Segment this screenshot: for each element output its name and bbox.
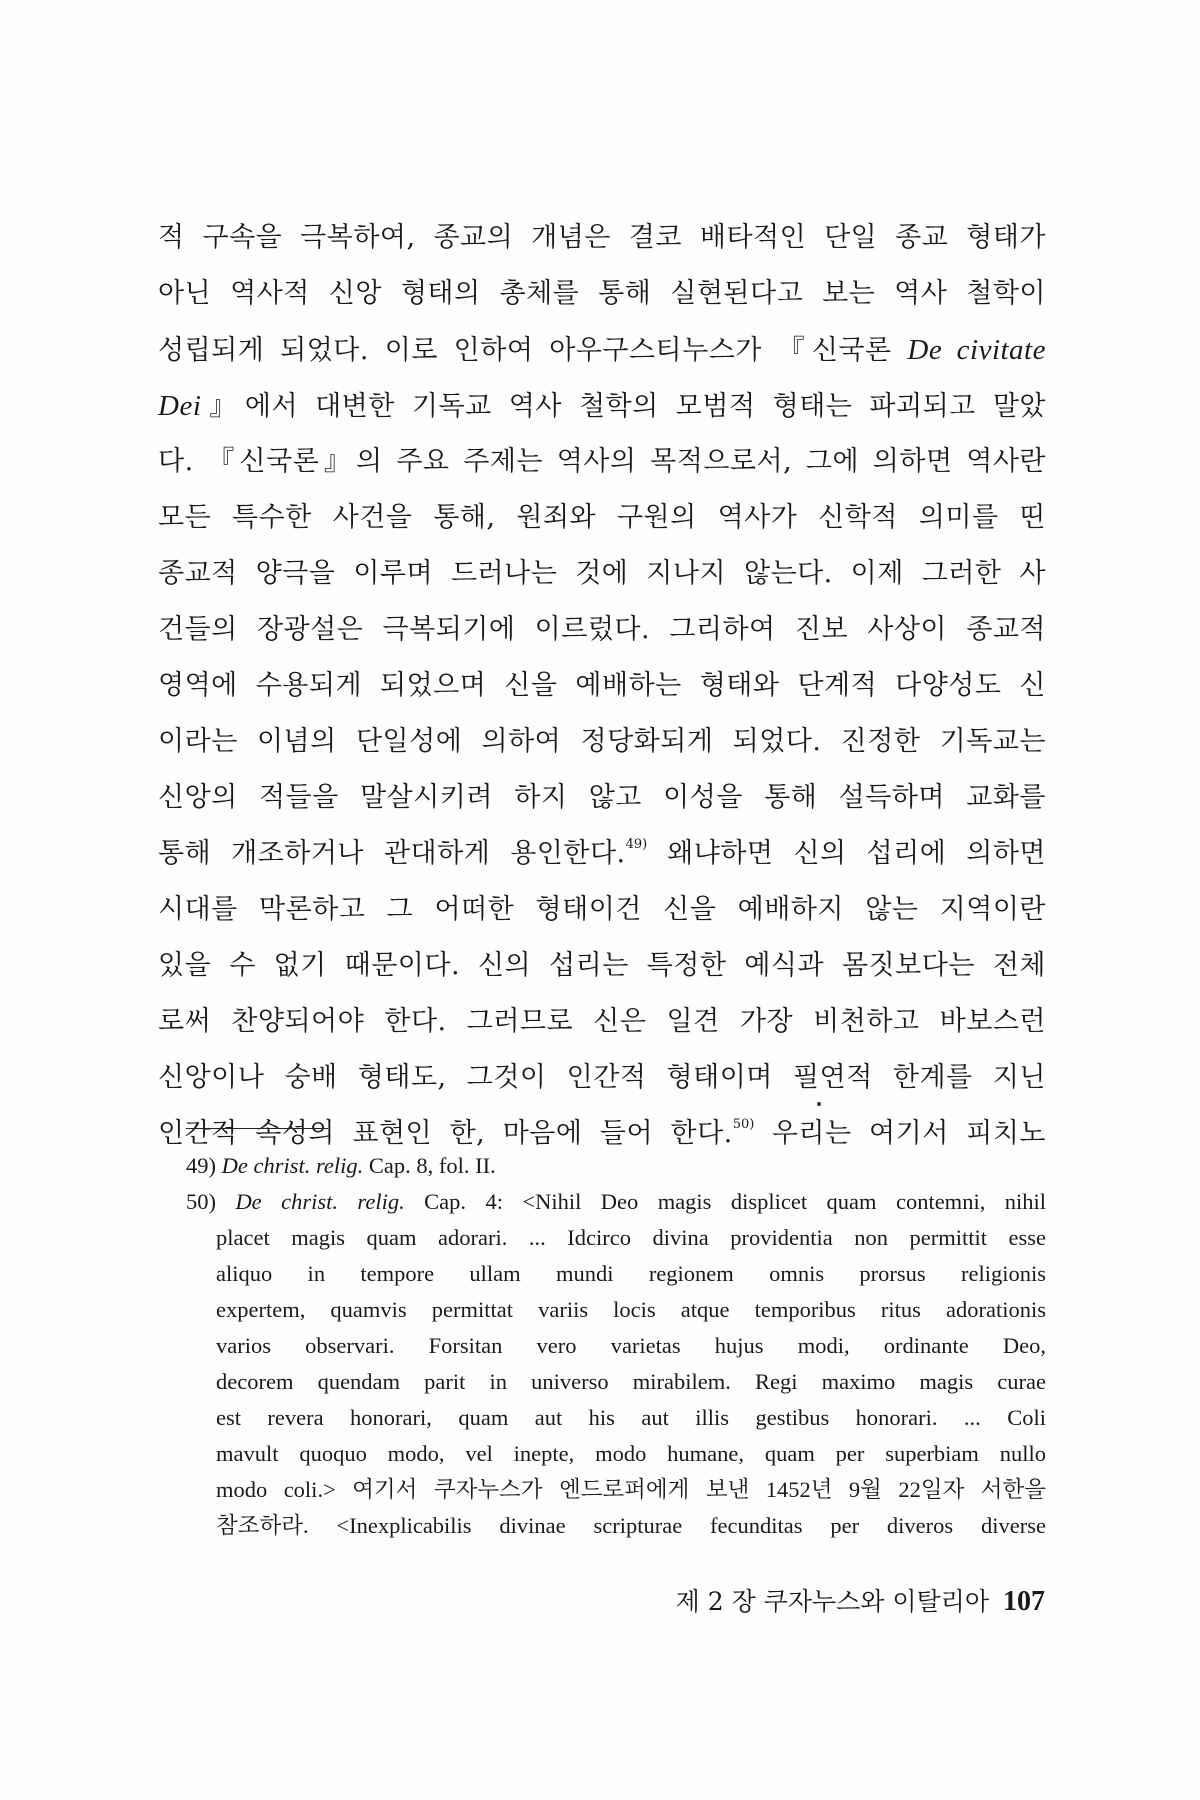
footnote-text: decorem quendam parit in universo mirabilem. Regi maximo magis curae [216,1369,1046,1394]
footnote-marker[interactable]: 49) [625,837,648,852]
footnote-50 [186,1184,1046,1220]
line-text: 신앙이나 숭배 형태도, 그것이 인간적 형태이며 필연적 한계를 지닌 [158,1062,1046,1093]
footnote-text: est revera honorari, quam aut his aut illis gestibus honorari. ... Coli [216,1405,1046,1430]
text-line [158,546,1046,602]
stray-dot [817,1102,821,1106]
text-line [158,322,1046,378]
footnote-number: 50) [186,1189,236,1214]
text-line [158,1050,1046,1106]
text-line [158,770,1046,826]
footnote-marker[interactable]: 50) [732,1117,755,1132]
line-text: 왜냐하면 신의 섭리에 의하면 [647,838,1046,869]
footnote-divider [186,1128,328,1129]
line-text: 인간적 속성의 표현인 한, 마음에 들어 한다. [158,1118,733,1149]
footnote-text: Cap. 4: <Nihil Deo magis displicet quam contemni, nihil [404,1189,1047,1214]
text-line [158,938,1046,994]
line-text: 시대를 막론하고 그 어떠한 형태이건 신을 예배하지 않는 지역이란 [158,894,1046,925]
footnote-text: varios observari. Forsitan vero varietas hujus modi, ordinante Deo, [216,1333,1046,1358]
footnote-49 [186,1148,1046,1184]
line-text: 』에서 대변한 기독교 역사 철학의 모범적 형태는 파괴되고 말았 [201,391,1046,422]
line-text: 영역에 수용되게 되었으며 신을 예배하는 형태와 단계적 다양성도 신 [158,670,1046,701]
work-title: De christ. relig. [221,1153,364,1178]
line-text: 성립되게 되었다. 이로 인하여 아우구스티누스가 『신국론 [158,335,908,366]
page-number: 107 [1003,1586,1045,1617]
footnote-text: expertem, quamvis permittat variis locis atque temporibus ritus adorationis [216,1297,1046,1322]
line-text: 있을 수 없기 때문이다. 신의 섭리는 특정한 예식과 몸짓보다는 전체 [158,950,1046,981]
footnote-text: aliquo in tempore ullam mundi regionem omnis prorsus religionis [216,1261,1046,1286]
latin-title: De civitate [907,334,1046,366]
footnote-line [186,1328,1046,1364]
footnote-line [186,1400,1046,1436]
work-title: De christ. relig. [235,1189,405,1214]
line-text: 신앙의 적들을 말살시키려 하지 않고 이성을 통해 설득하며 교화를 [158,782,1046,813]
text-line [158,210,1046,266]
text-line [158,826,1046,882]
footnote-line [186,1472,1046,1508]
text-line [158,658,1046,714]
line-text: 이라는 이념의 단일성에 의하여 정당화되게 되었다. 진정한 기독교는 [158,726,1046,757]
text-line [158,882,1046,938]
text-line [158,434,1046,490]
line-text: 다. 『신국론』의 주요 주제는 역사의 목적으로서, 그에 의하면 역사란 [158,446,1046,477]
line-text: 통해 개조하거나 관대하게 용인한다. [158,838,626,869]
line-text: 건들의 장광설은 극복되기에 이르렀다. 그리하여 진보 사상이 종교적 [158,614,1046,645]
footnote-line [186,1508,1046,1544]
footnotes [186,1148,1046,1544]
chapter-title: 제 2 장 쿠자누스와 이탈리아 [675,1587,989,1616]
line-text: 모든 특수한 사건을 통해, 원죄와 구원의 역사가 신학적 의미를 띤 [158,502,1046,533]
footnote-line [186,1220,1046,1256]
latin-title: Dei [158,390,202,422]
line-text: 종교적 양극을 이루며 드러나는 것에 지나지 않는다. 이제 그러한 사 [158,558,1046,589]
line-text: 로써 찬양되어야 한다. 그러므로 신은 일견 가장 비천하고 바보스런 [158,1006,1046,1037]
text-line [158,266,1046,322]
footnote-line [186,1292,1046,1328]
line-text: 적 구속을 극복하여, 종교의 개념은 결코 배타적인 단일 종교 형태가 [158,222,1046,253]
footnote-number: 49) [186,1153,222,1178]
footnote-line [186,1256,1046,1292]
footnote-line [186,1436,1046,1472]
line-text: 아닌 역사적 신앙 형태의 총체를 통해 실현된다고 보는 역사 철학이 [158,278,1046,309]
footnote-text: modo coli.> 여기서 쿠자누스가 엔드로퍼에게 보낸 1452년 9월 22일자 서한을 [216,1477,1046,1502]
main-text [158,210,1046,1162]
text-line [158,602,1046,658]
text-line [158,490,1046,546]
footnote-text: mavult quoquo modo, vel inepte, modo humane, quam per superbiam nullo [216,1441,1046,1466]
text-line [158,994,1046,1050]
text-line [158,714,1046,770]
footnote-line [186,1364,1046,1400]
footnote-text: Cap. 8, fol. II. [363,1153,496,1178]
footnote-text: 참조하라. <Inexplicabilis divinae scripturae fecunditas per diveros diverse [216,1513,1046,1538]
text-line [158,378,1046,434]
running-footer [676,1582,1045,1618]
footnote-text: placet magis quam adorari. ... Idcirco divina providentia non permittit esse [216,1225,1046,1250]
line-text: 우리는 여기서 피치노 [754,1118,1046,1149]
